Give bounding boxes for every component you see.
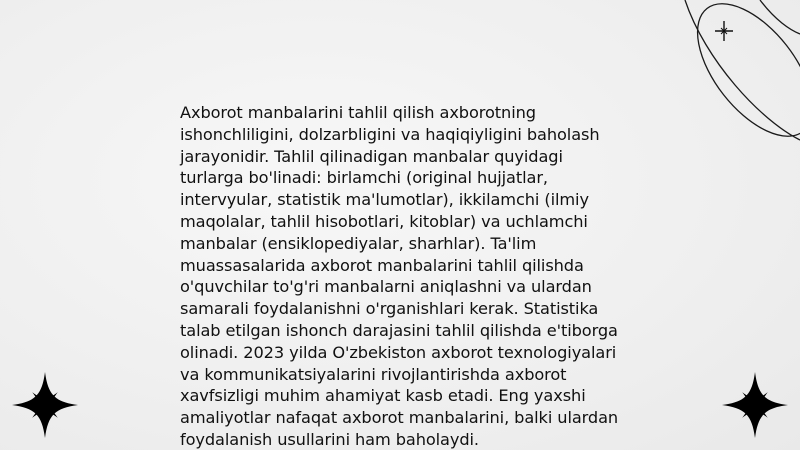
body-text: Axborot manbalarini tahlil qilish axborotning ishonchliligini, dolzarbligini va haqiqiyligini baholash jarayonidir. Tahlil qilinadigan manbalar quyidagi turlarga bo'linadi: birlamchi (original hujjatlar, intervyular, statistik ma'lumotlar), ikkilamchi (ilmiy maqolalar, tahlil hisobotlari, kitoblar) va uchlamchi manbalar (ensiklopediyalar, sharhlar). Ta'lim muassasalarida axborot manbalarini tahlil qilishda o'quvchilar to'g'ri manbalarni aniqlashni va ulardan samarali foydalanishni o'rganishlari kerak. Statistika talab etilgan ishonch darajasini tahlil qilishda e'tiborga olinadi. 2023 yilda O'zbekiston axborot texnologiyalari va kommunikatsiyalarini rivojlantirishda axborot xavfsizligi muhim ahamiyat kasb etadi. Eng yaxshi amaliyotlar nafaqat axborot manbalarini, balki ulardan foydalanish usullarini ham baholaydi. <box>180 103 619 449</box>
four-point-star-icon <box>720 370 790 440</box>
sparkle-icon <box>715 21 733 41</box>
four-point-star-icon <box>10 370 80 440</box>
orbit-lines-icon <box>665 0 800 150</box>
